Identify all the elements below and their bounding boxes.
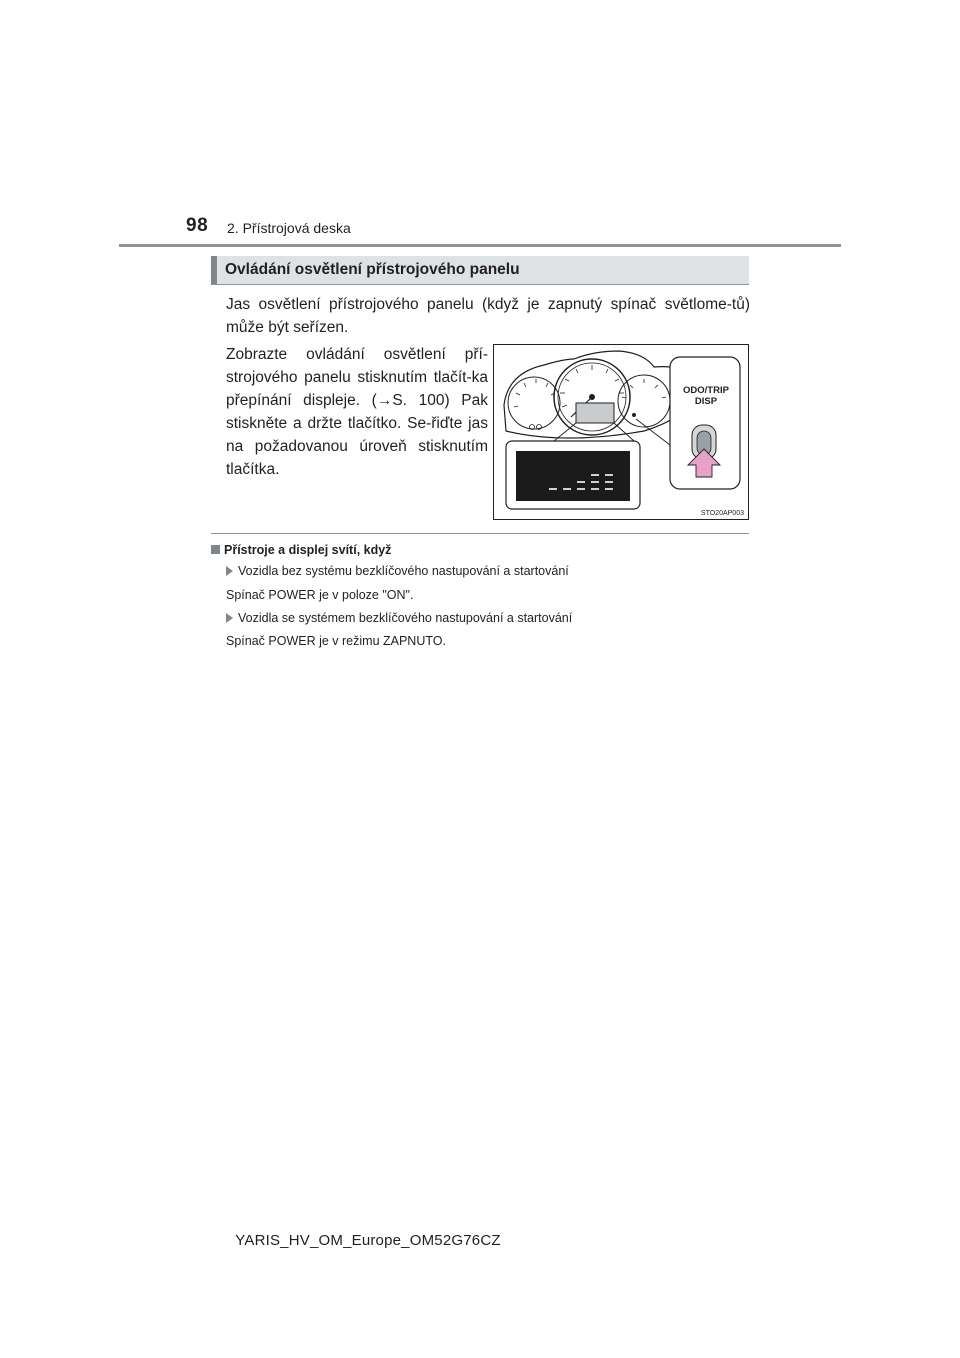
note-bullet-1 <box>226 564 569 578</box>
figure-code: STO20AP003 <box>700 510 744 517</box>
triangle-bullet-icon <box>226 566 233 576</box>
section-heading-bar <box>211 256 749 285</box>
note-bullet-1-text: Vozidla bez systému bezklíčového nastupování a startování <box>238 564 569 578</box>
step-text-1: Zobrazte ovládání osvětlení pří-strojového panelu stisknutím tlačít-ka přepínání displeje. ( <box>226 346 488 409</box>
note-text-2: Spínač POWER je v režimu ZAPNUTO. <box>226 634 446 648</box>
page-reference[interactable]: S. 100) <box>392 392 450 409</box>
note-bullet-2 <box>226 611 572 625</box>
square-bullet-icon <box>211 545 220 554</box>
chapter-title: 2. Přístrojová deska <box>227 220 351 236</box>
section-title: Ovládání osvětlení přístrojového panelu <box>225 261 520 278</box>
arrow-right-icon: → <box>376 392 393 409</box>
step-text-2: Pak stiskněte a držte tlačítko. Se-řiďte jas na požadovanou úroveň stisknutím tlačítka. <box>226 392 488 478</box>
triangle-bullet-icon <box>226 613 233 623</box>
note-bullet-2-text: Vozidla se systémem bezklíčového nastupování a startování <box>238 611 573 625</box>
step-paragraph <box>226 343 488 481</box>
doc-id: YARIS_HV_OM_Europe_OM52G76CZ <box>235 1232 501 1249</box>
intro-paragraph: Jas osvětlení přístrojového panelu (když je zapnutý spínač světlome-tů) může být seřízen. <box>226 296 750 336</box>
instrument-cluster-illustration <box>494 345 748 519</box>
footer <box>0 1232 960 1249</box>
separator-rule <box>211 533 749 534</box>
odo-trip-label <box>676 385 736 407</box>
section-marker <box>211 256 217 284</box>
instrument-panel-figure <box>493 344 749 520</box>
button-label-line1: ODO/TRIP <box>683 385 729 396</box>
header-rule <box>119 244 841 247</box>
note-heading-text: Přístroje a displej svítí, když <box>224 543 392 557</box>
button-label-line2: DISP <box>694 396 718 407</box>
note-heading <box>211 543 391 557</box>
page-number: 98 <box>186 215 209 236</box>
note-text-1: Spínač POWER je v poloze "ON". <box>226 588 414 602</box>
